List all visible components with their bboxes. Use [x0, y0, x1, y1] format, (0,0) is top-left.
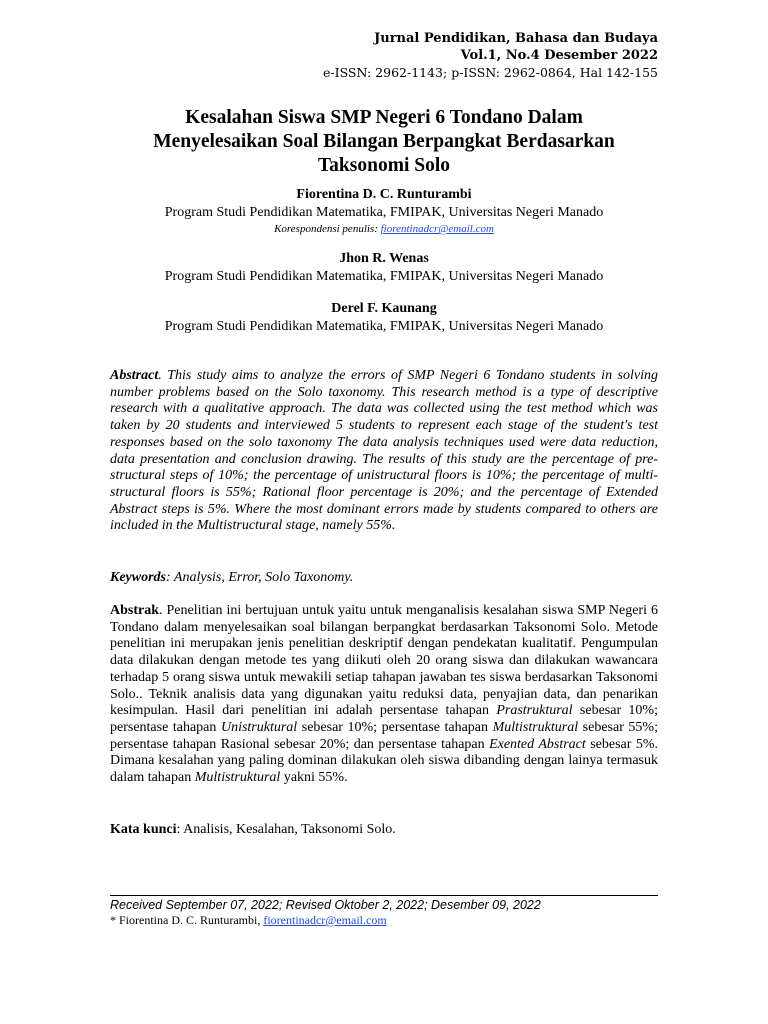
author-block	[110, 300, 658, 336]
keywords-text: : Analysis, Error, Solo Taxonomy.	[166, 570, 354, 585]
keywords-english	[110, 570, 658, 587]
keywords-label: Keywords	[110, 570, 166, 585]
abstrak-text: sebesar 10%; persentase tahapan	[297, 719, 493, 735]
author-affiliation: Program Studi Pendidikan Matematika, FMIPAK, Universitas Negeri Manado	[164, 319, 604, 334]
abstrak-term: Prastruktural	[496, 703, 573, 719]
abstrak-term: Unistruktural	[220, 719, 298, 735]
journal-header	[323, 30, 658, 81]
abstrak-label: Abstrak	[110, 603, 160, 618]
footnote-email-link[interactable]: fiorentinadcr@email.com	[263, 913, 387, 927]
footnote-author	[110, 913, 387, 928]
author-name: Jhon R. Wenas	[339, 251, 429, 266]
abstrak-term: Exented Abstract	[489, 736, 586, 752]
abstrak-text: . Penelitian ini bertujuan untuk yaitu untuk menganalisis kesalahan siswa SMP Negeri 6 Tondano dalam menyelesaikan soal bilangan berpangkat berdasarkan Taksonomi Solo. Metode penelitian ini merupakan jenis penelitian deskriptif dengan pendekatan kualitatif. Pengumpulan data dilakukan dengan metode tes yang diikuti oleh 20 orang siswa dan dilakukan wawancara terhadap 5 orang siswa untuk mewakili setiap tahapan jawaban tes siswa berdasarkan Taksonomi Solo.. Teknik analisis data yang digunakan yaitu reduksi data, penyajian data, dan penarikan kesimpulan. Hasil dari penelitian ini adalah persentase tahapan	[110, 603, 658, 719]
abstract-label: Abstract	[110, 368, 159, 383]
author-affiliation: Program Studi Pendidikan Matematika, FMIPAK, Universitas Negeri Manado	[164, 269, 604, 284]
kata-kunci-label: Kata kunci	[110, 822, 177, 837]
author-block	[110, 186, 658, 236]
correspondence-email-link[interactable]: fiorentinadcr@email.com	[380, 223, 494, 235]
keywords-indonesian	[110, 822, 658, 839]
footnote-divider	[110, 895, 658, 896]
abstract-indonesian	[110, 603, 658, 787]
title-line: Taksonomi Solo	[317, 155, 451, 176]
kata-kunci-text: : Analisis, Kesalahan, Taksonomi Solo.	[176, 822, 396, 837]
abstrak-text: yakni 55%.	[280, 770, 348, 786]
title-line: Menyelesaikan Soal Bilangan Berpangkat Berdasarkan	[153, 131, 615, 152]
abstract-text: . This study aims to analyze the errors of SMP Negeri 6 Tondano students in solving number problems based on the Solo taxonomy. This research method is a type of descriptive research with a qualitative approach. The data was collected using the test method which was taken by 20 students and interviewed 5 students to represent each stage of the student's test responses based on the solo taxonomy The data analysis techniques used were data reduction, data presentation and conclusion drawing. The results of this study are the percentage of pre-structural steps of 10%; the percentage of unistructural floors is 10%; the percentage of multi-structural floors is 55%; Rational floor percentage is 20%; and the percentage of Extended Abstract steps is 5%. Where the most dominant errors made by students compared to others are included in the Multistructural stage, namely 55%.	[110, 368, 658, 534]
author-name: Derel F. Kaunang	[331, 301, 437, 316]
abstrak-text: sebesar 10%; persentase tahapan	[110, 703, 658, 735]
journal-name: Jurnal Pendidikan, Bahasa dan Budaya	[374, 31, 658, 46]
author-name: Fiorentina D. C. Runturambi	[296, 187, 472, 202]
abstrak-term: Multistruktural	[492, 719, 579, 735]
author-block	[110, 250, 658, 286]
received-dates: Received September 07, 2022; Revised Oktober 2, 2022; Desember 09, 2022	[110, 898, 541, 912]
journal-issn: e-ISSN: 2962-1143; p-ISSN: 2962-0864, Hal 142-155	[323, 65, 658, 80]
abstrak-text: sebesar 5%. Dimana kesalahan yang paling dominan dilakukan oleh siswa dibanding dengan lainya termasuk dalam tahapan	[110, 736, 658, 786]
paper-title	[110, 106, 658, 178]
journal-volume: Vol.1, No.4 Desember 2022	[460, 48, 658, 63]
abstract-english	[110, 368, 658, 535]
correspondence-label: Korespondensi penulis:	[274, 223, 381, 235]
footnote-author-name: * Fiorentina D. C. Runturambi,	[110, 913, 264, 927]
abstrak-term: Multistruktural	[194, 770, 281, 786]
author-affiliation: Program Studi Pendidikan Matematika, FMIPAK, Universitas Negeri Manado	[164, 205, 604, 220]
abstrak-text: sebesar 55%; persentase tahapan Rasional sebesar 20%; dan persentase tahapan	[110, 719, 658, 752]
correspondence-line	[110, 222, 658, 236]
title-line: Kesalahan Siswa SMP Negeri 6 Tondano Dalam	[185, 107, 583, 128]
